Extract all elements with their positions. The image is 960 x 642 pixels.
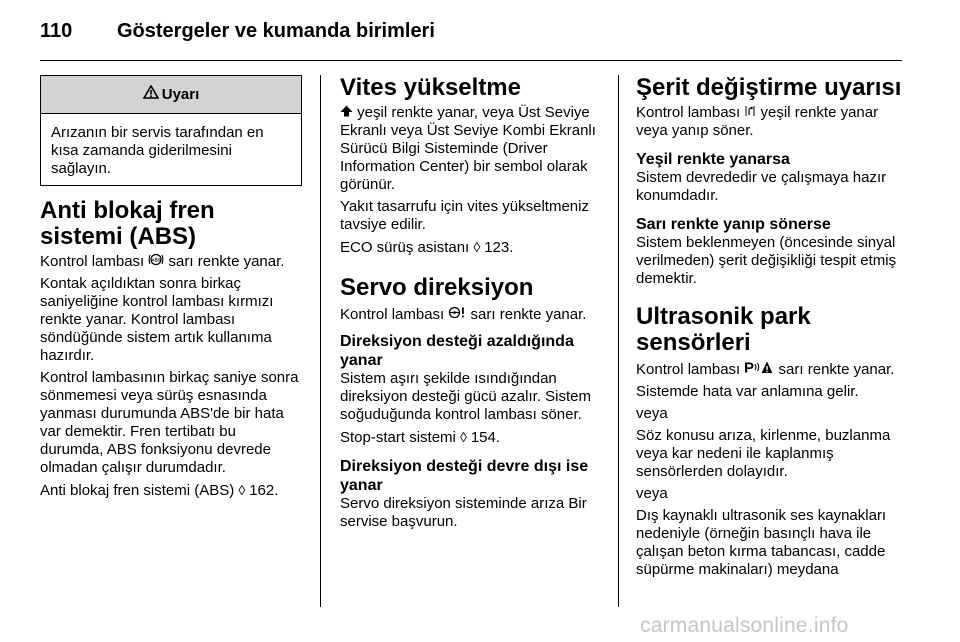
warning-triangle-icon (143, 85, 159, 104)
lane-sub2-text: Sistem beklenmeyen (öncesinde sinyal verilmeden) şerit değişikliği tespit etmiş demektir. (636, 234, 897, 287)
lane-heading: Şerit değiştirme uyarısı (636, 74, 902, 101)
column-divider (320, 75, 321, 607)
shift-paragraph-2: Yakıt tasarrufu için vites yükseltmeniz tavsiye edilir. (340, 198, 589, 233)
servo-sub1-reference: Stop-start sistemi ◊ 154. (340, 429, 501, 446)
shift-heading: Vites yükseltme (340, 74, 521, 101)
park-or-1: veya (636, 405, 668, 422)
park-heading: Ultrasonik park sensörleri (636, 303, 811, 356)
park-paragraph-3: Söz konusu arıza, kirlenme, buzlanma veya kar nedeni ile kaplanmış sensörlerden dolayıdır. (636, 427, 891, 480)
column-right (636, 75, 906, 583)
page-reference-icon: ◊ (238, 482, 250, 498)
park-sensor-icon (744, 360, 774, 379)
lane-subheading-1: Yeşil renkte yanarsa (636, 151, 790, 168)
column-left (40, 75, 302, 504)
abs-warning-light-icon (148, 253, 164, 271)
lane-change-icon (744, 104, 756, 122)
page-number: 110 (40, 20, 73, 42)
servo-subheading-1: Direksiyon desteği azaldığında yanar (340, 333, 574, 369)
servo-sub1-text: Sistem aşırı şekilde ısındığından direksiyon desteği gücü azalır. Sistem soğuduğunda kontrol lambası söner. (340, 370, 591, 423)
park-paragraph-2: Sistemde hata var anlamına gelir. (636, 383, 859, 400)
svg-text:P: P (744, 360, 755, 374)
abs-paragraph-2: Kontak açıldıktan sonra birkaç saniyeliğine kontrol lambası kırmızı renkte yanar. Kontrol lambası söndüğünde sistem artık kullanıma hazırdır. (40, 275, 274, 364)
abs-heading: Anti blokaj fren sistemi (ABS) (40, 197, 215, 250)
park-or-2: veya (636, 485, 668, 502)
running-title: Göstergeler ve kumanda birimleri (117, 20, 435, 42)
shift-paragraph-1: yeşil renkte yanar, veya Üst Seviye Ekranlı veya Üst Seviye Kombi Ekranlı Sürücü Bilgi Sisteminde (Driver Information Center) bir sembol olarak görünür. (340, 104, 596, 193)
warning-header (41, 76, 301, 114)
warning-box (40, 75, 302, 186)
lane-sub1-text: Sistem devrededir ve çalışmaya hazır konumdadır. (636, 169, 887, 204)
shift-paragraph-3: ECO sürüş asistanı ◊ 123. (340, 239, 514, 256)
lane-paragraph-1: Kontrol lambası yeşil renkte yanar veya yanıp söner. (636, 104, 879, 139)
warning-text: Arızanın bir servis tarafından en kısa zamanda giderilmesini sağlayın. (51, 124, 264, 177)
column-middle (340, 75, 605, 535)
lane-subheading-2: Sarı renkte yanıp sönerse (636, 216, 831, 233)
park-paragraph-1: Kontrol lambası P sarı renkte yanar. (636, 360, 895, 378)
abs-paragraph-1: Kontrol lambası ABS sarı renkte yanar. (40, 253, 285, 270)
park-paragraph-4: Dış kaynaklı ultrasonik ses kaynakları nedeniyle (örneğin basınçlı hava ile çalışan beton kırma tabancası, cadde süpürme makinaları) meydana (636, 507, 887, 578)
svg-text:ABS: ABS (151, 257, 162, 263)
servo-sub2-text: Servo direksiyon sisteminde arıza Bir servise başvurun. (340, 495, 587, 530)
header-rule (40, 60, 902, 61)
page-reference-icon: ◊ (473, 239, 485, 255)
steering-wheel-warning-icon (448, 306, 466, 324)
servo-paragraph-1: Kontrol lambası sarı renkte yanar. (340, 306, 587, 323)
warning-label: Uyarı (161, 85, 200, 103)
shift-up-arrow-icon (340, 104, 353, 122)
abs-paragraph-3: Kontrol lambasının birkaç saniye sonra sönmemesi veya sürüş esnasında yanması durumunda ABS'de bir hata var demektir. Fren tertibatı bu durumda, ABS fonksiyonu devrede olmadan çalışır durumdadır. (40, 369, 299, 476)
servo-heading: Servo direksiyon (340, 274, 534, 301)
servo-subheading-2: Direksiyon desteği devre dışı ise yanar (340, 458, 589, 494)
abs-paragraph-4: Anti blokaj fren sistemi (ABS) ◊ 162. (40, 482, 279, 499)
page-header (40, 20, 435, 46)
watermark: carmanualsonline.info (640, 614, 849, 637)
column-divider (618, 75, 619, 607)
page-reference-icon: ◊ (460, 429, 471, 445)
